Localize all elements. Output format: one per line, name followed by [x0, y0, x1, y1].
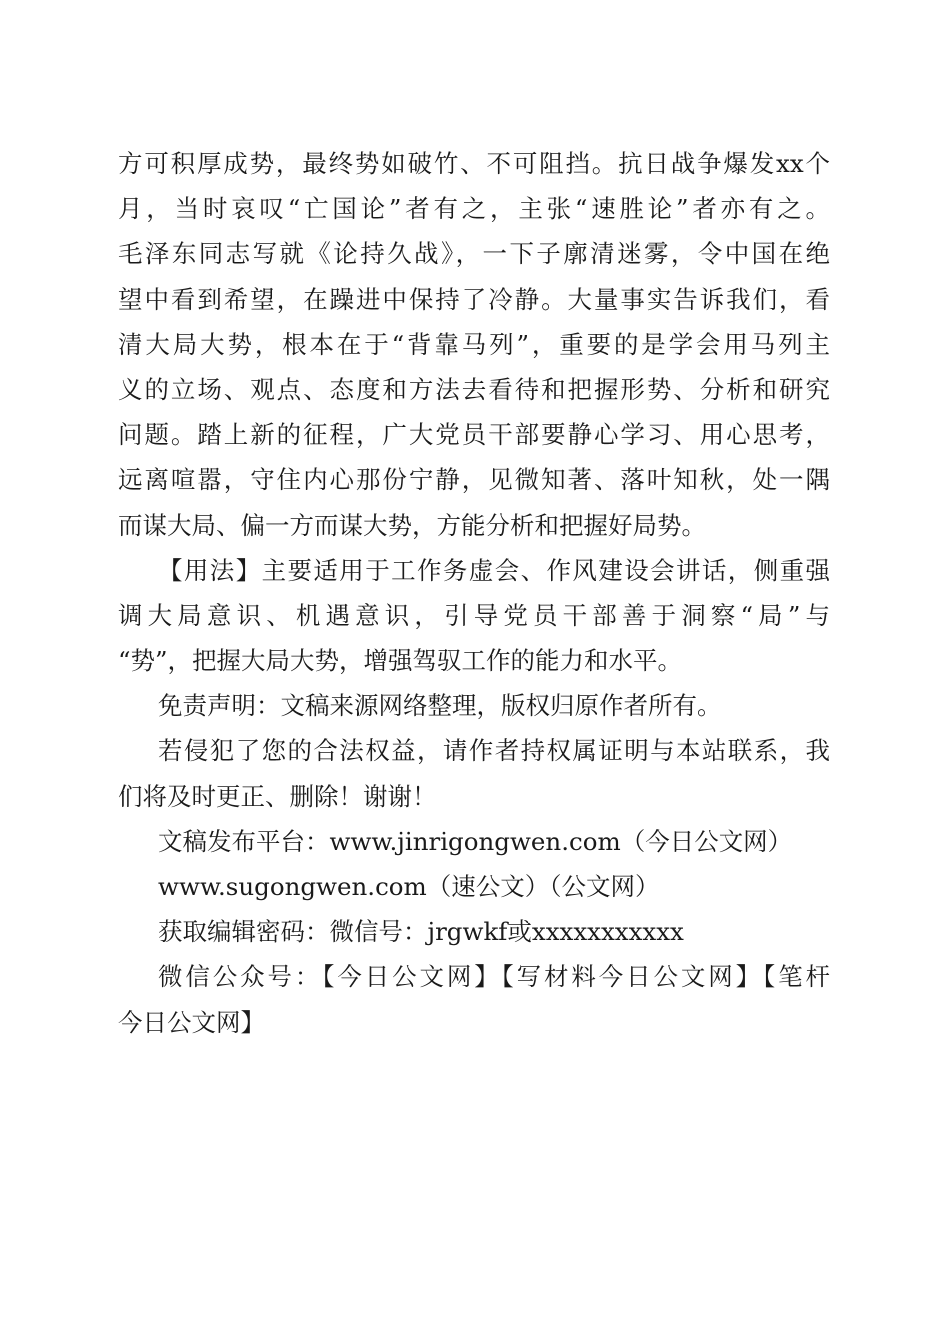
- document-body: [118, 141, 830, 1045]
- password-text: 获取编辑密码：微信号：jrgwkf或xxxxxxxxxxx: [158, 917, 684, 947]
- paragraph-usage: [118, 548, 830, 684]
- paragraph-line: 义的立场、观点、态度和方法去看待和把握形势、分析和研究: [118, 374, 830, 404]
- paragraph-line: 问题。踏上新的征程，广大党员干部要静心学习、用心思考，: [118, 420, 830, 450]
- paragraph-line: 而谋大局、偏一方而谋大势，方能分析和把握好局势。: [118, 510, 706, 540]
- platform-secondary-text: www.sugongwen.com（速公文）（公文网）: [158, 872, 660, 901]
- paragraph-line: 方可积厚成势，最终势如破竹、不可阻挡。抗日战争爆发xx个: [118, 149, 830, 178]
- paragraph-line: 月，当时哀叹“亡国论”者有之，主张“速胜论”者亦有之。: [118, 194, 830, 224]
- paragraph-line: 远离喧嚣，守住内心那份宁静，见微知著、落叶知秋，处一隅: [118, 465, 830, 495]
- infringement-line: 若侵犯了您的合法权益，请作者持权属证明与本站联系，我: [158, 736, 830, 766]
- paragraph-infringement: [118, 728, 830, 818]
- disclaimer-text: 免责声明：文稿来源网络整理，版权归原作者所有。: [158, 691, 722, 721]
- usage-line: 【用法】主要适用于工作务虚会、作风建设会讲话，侧重强: [158, 555, 830, 585]
- paragraph-line: 毛泽东同志写就《论持久战》，一下子廓清迷雾，令中国在绝: [118, 239, 830, 269]
- usage-line: 调大局意识、机遇意识，引导党员干部善于洞察“局”与: [118, 600, 830, 630]
- platform-text: 文稿发布平台：www.jinrigongwen.com（今日公文网）: [158, 826, 793, 856]
- usage-line: “势”，把握大局大势，增强驾驭工作的能力和水平。: [118, 646, 683, 676]
- paragraph-line: 清大局大势，根本在于“背靠马列”，重要的是学会用马列主: [118, 329, 830, 359]
- wechat-line: 今日公文网】: [118, 1007, 265, 1037]
- wechat-line: 微信公众号：【今日公文网】【写材料今日公文网】【笔杆: [158, 962, 830, 992]
- infringement-line: 们将及时更正、删除！谢谢！: [118, 781, 437, 811]
- paragraph-wechat: [118, 954, 830, 1044]
- paragraph-main: [118, 141, 830, 548]
- paragraph-line: 望中看到希望，在躁进中保持了冷静。大量事实告诉我们，看: [118, 284, 830, 314]
